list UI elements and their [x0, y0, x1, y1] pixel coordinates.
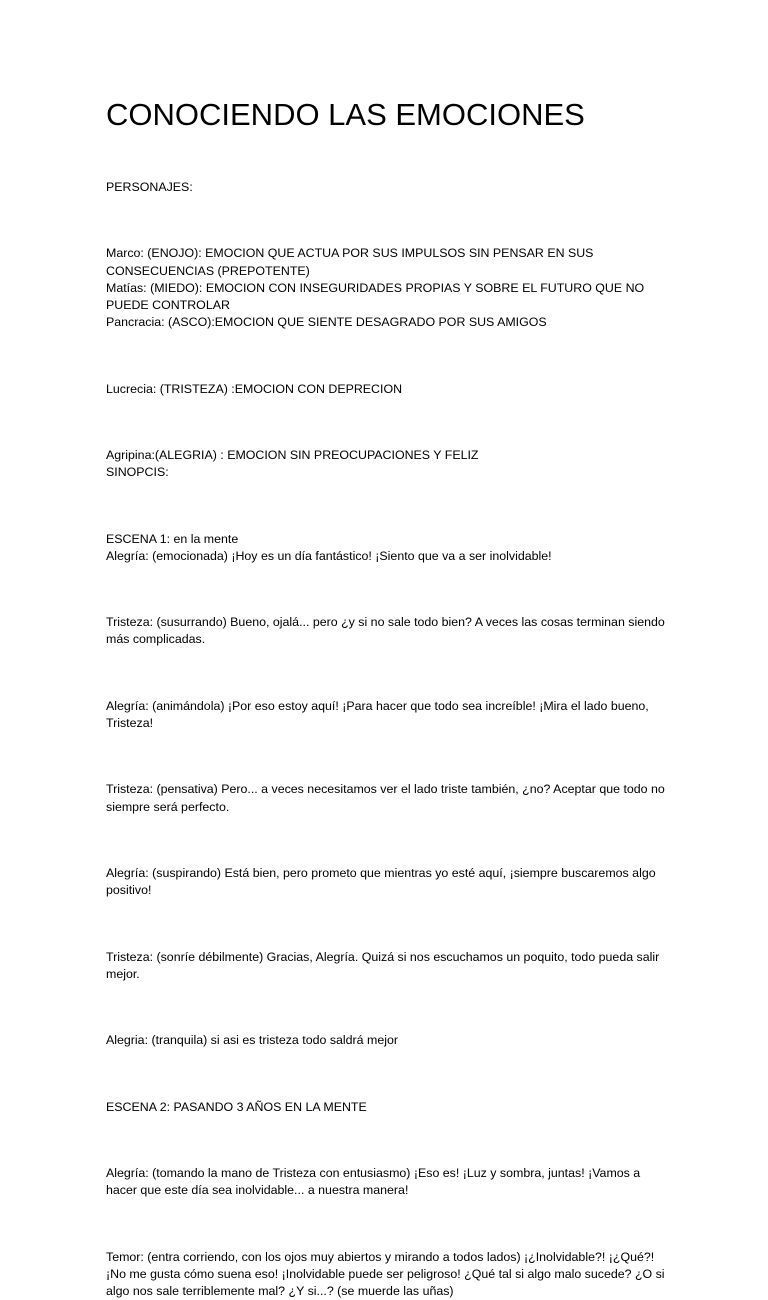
paragraph: Alegría: (animándola) ¡Por eso estoy aquí! ¡Para hacer que todo sea increíble! ¡Mira el lado bueno, Tristeza!: [106, 698, 649, 730]
paragraph: Alegría: (tomando la mano de Tristeza con entusiasmo) ¡Eso es! ¡Luz y sombra, juntas! ¡Vamos a hacer que este día sea inolvidable... a nuestra manera!: [106, 1165, 641, 1198]
paragraph: Marco: (ENOJO): EMOCION QUE ACTUA POR SUS IMPULSOS SIN PENSAR EN SUS CONSECUENCIAS (PREPOTENTE): [106, 246, 594, 278]
blank-line: [106, 915, 666, 932]
document-title: CONOCIENDO LAS EMOCIONES: [106, 97, 585, 132]
paragraph: ESCENA 2: PASANDO 3 AÑOS EN LA MENTE: [106, 1099, 367, 1114]
paragraph: Agripina:(ALEGRIA) : EMOCION SIN PREOCUPACIONES Y FELIZ: [106, 447, 479, 462]
paragraph-list: [106, 179, 666, 1300]
paragraph: Alegría: (suspirando) Está bien, pero prometo que mientras yo esté aquí, ¡siempre buscaremos algo positivo!: [106, 865, 656, 898]
paragraph: Tristeza: (susurrando) Bueno, ojalá... pero ¿y si no sale todo bien? A veces las cosas terminan siendo más complicadas.: [106, 615, 665, 647]
blank-line: [106, 748, 666, 765]
blank-line: [106, 832, 666, 849]
paragraph: Lucrecia: (TRISTEZA) :EMOCION CON DEPRECION: [106, 381, 403, 396]
blank-line: [106, 1065, 666, 1082]
blank-line: [106, 212, 666, 229]
paragraph: Matías: (MIEDO): EMOCION CON INSEGURIDADES PROPIAS Y SOBRE EL FUTURO QUE NO PUEDE CONTROLAR: [106, 280, 645, 312]
blank-line: [106, 414, 666, 431]
paragraph: Pancracia: (ASCO):EMOCION QUE SIENTE DESAGRADO POR SUS AMIGOS: [106, 315, 547, 330]
blank-line: [106, 999, 666, 1016]
paragraph: Tristeza: (sonríe débilmente) Gracias, Alegría. Quizá si nos escuchamos un poquito, todo pueda salir mejor.: [106, 949, 660, 981]
paragraph: SINOPCIS:: [106, 465, 169, 480]
blank-line: [106, 497, 666, 514]
paragraph: Alegría: (emocionada) ¡Hoy es un día fantástico! ¡Siento que va a ser inolvidable!: [106, 548, 552, 563]
paragraph: Temor: (entra corriendo, con los ojos muy abiertos y mirando a todos lados) ¡¿Inolvidable?! ¡¿Qué?! ¡No me gusta cómo suena eso! ¡Inolvidable puede ser peligroso! ¿Qué tal si algo malo sucede? ¿O si algo nos sale terriblemente mal? ¿Y si...? (se muerde las uñas): [106, 1249, 665, 1298]
paragraph: Tristeza: (pensativa) Pero... a veces necesitamos ver el lado triste también, ¿no? Aceptar que todo no siempre será perfecto.: [106, 782, 665, 814]
blank-line: [106, 665, 666, 682]
blank-line: [106, 1215, 666, 1232]
document-body: [106, 96, 666, 1300]
blank-line: [106, 347, 666, 364]
paragraph: Alegria: (tranquila) si asi es tristeza todo saldrá mejor: [106, 1033, 398, 1048]
paragraph: ESCENA 1: en la mente: [106, 531, 239, 546]
blank-line: [106, 581, 666, 598]
paragraph: PERSONAJES:: [106, 180, 193, 194]
blank-line: [106, 1132, 666, 1149]
